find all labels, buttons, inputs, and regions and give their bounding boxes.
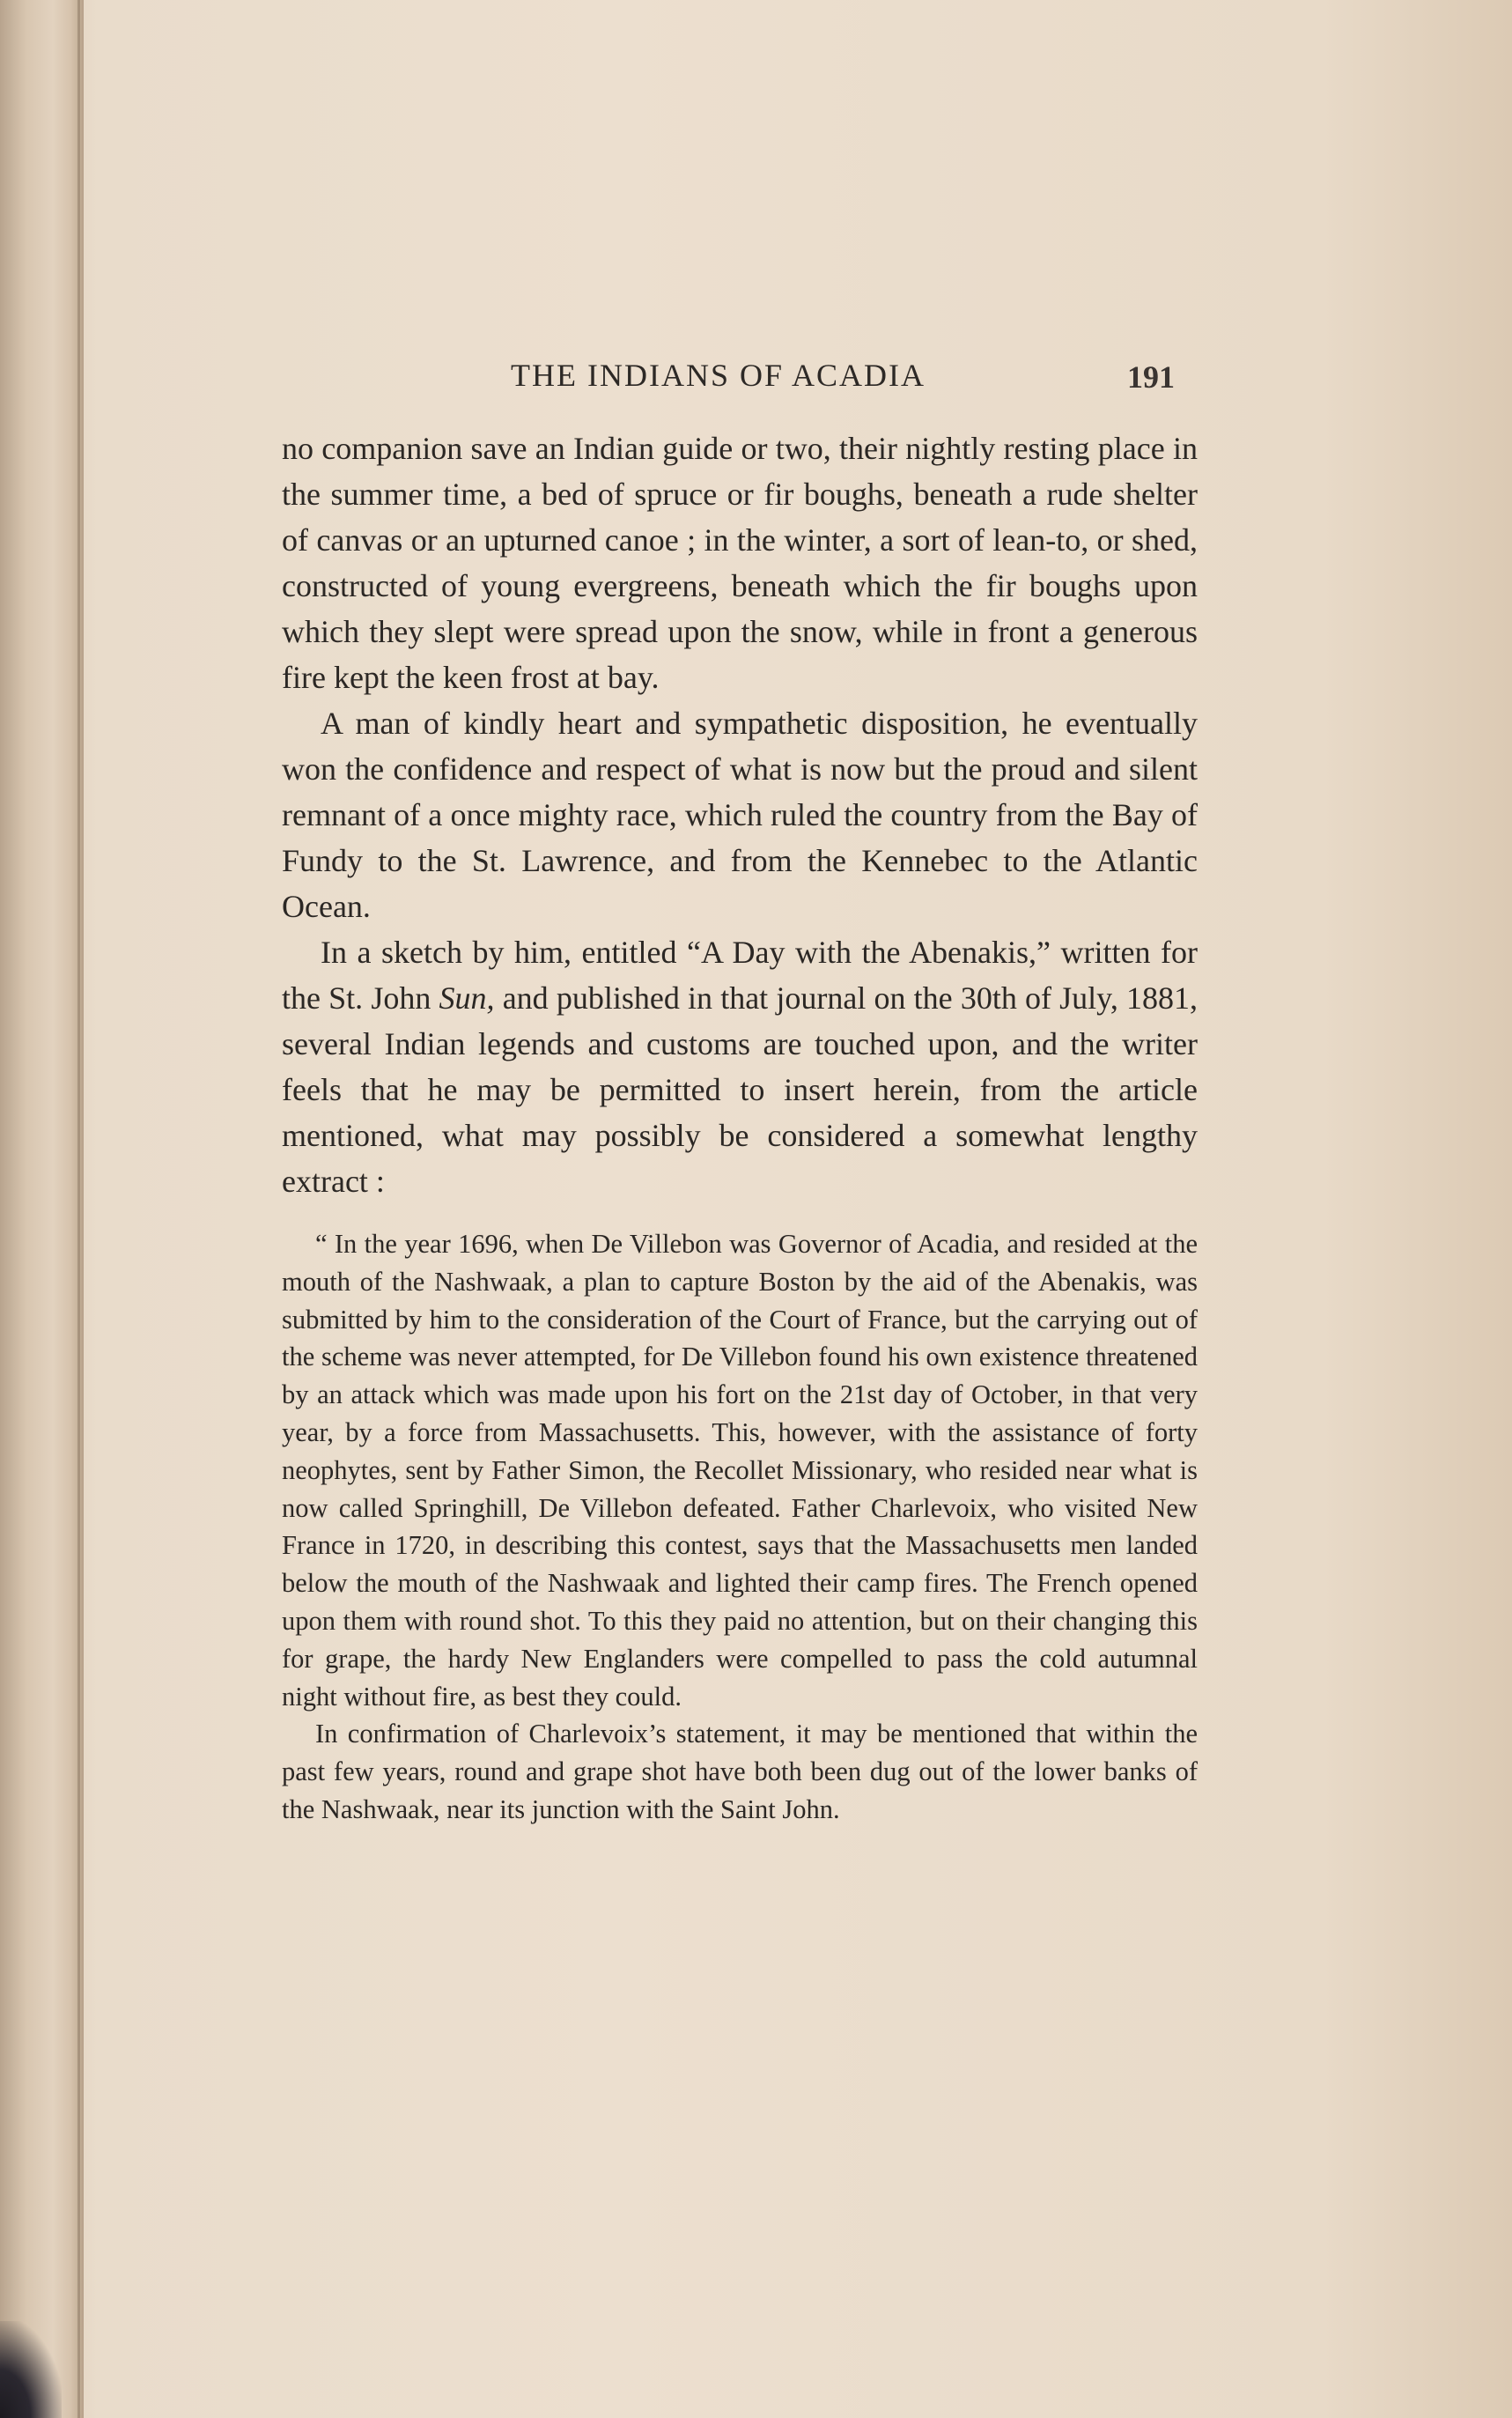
- book-page: [282, 348, 1198, 1829]
- running-title: THE INDIANS OF ACADIA: [511, 358, 926, 393]
- paragraph-text: In a sketch by him, entitled “A Day with the Abenakis,” written for the St. John: [282, 935, 1198, 1016]
- book-gutter: [0, 0, 84, 2418]
- paragraph-text: and published in that journal on the 30th of July, 1881, several Indian legends and customs are touched upon, and the writer feels that he may be permitted to insert herein, from the article mentioned, what may possibly be considered a somewhat lengthy extract :: [282, 980, 1198, 1199]
- page-number: 191: [1127, 359, 1175, 395]
- paragraph-continued: no companion save an Indian guide or two, their nightly resting place in the summer time, a bed of spruce or fir boughs, beneath a rude shelter of canvas or an upturned canoe ; in the winter, a sort of lean-to, or shed, constructed of young evergreens, beneath which the fir boughs upon which they slept were spread upon the snow, while in front a generous fire kept the keen frost at bay.: [282, 431, 1198, 695]
- running-head: [282, 348, 1198, 410]
- quote-paragraph: “ In the year 1696, when De Villebon was Governor of Acadia, and resided at the mouth of the Nashwaak, a plan to capture Boston by the aid of the Abenakis, was submitted by him to the consideration of the Court of France, but the carrying out of the scheme was never attempted, for De Villebon found his own existence threatened by an attack which was made upon his fort on the 21st day of October, in that very year, by a force from Massachusetts. This, however, with the assistance of forty neophytes, sent by Father Simon, the Recollet Missionary, who resided near what is now called Springhill, De Villebon defeated. Father Charlevoix, who visited New France in 1720, in describing this contest, says that the Massachusetts men landed below the mouth of the Nashwaak and lighted their camp fires. The French opened upon them with round shot. To this they paid no attention, but on their changing this for grape, the hardy New Englanders were compelled to pass the cold autumnal night without fire, as best they could.: [282, 1229, 1198, 1712]
- block-quote: [282, 1225, 1198, 1829]
- corner-shadow: [0, 2321, 62, 2418]
- paragraph: A man of kindly heart and sympathetic disposition, he eventually won the confidence and respect of what is now but the proud and silent remnant of a once mighty race, which ruled the country from the Bay of Fundy to the St. Lawrence, and from the Kennebec to the Atlantic Ocean.: [282, 706, 1198, 924]
- binding-edge: [77, 0, 80, 2418]
- quote-paragraph: In confirmation of Charlevoix’s statement, it may be mentioned that within the past few years, round and grape shot have both been dug out of the lower banks of the Nashwaak, near its junction with the Saint John.: [282, 1719, 1198, 1824]
- body-text: [282, 425, 1198, 1204]
- newspaper-title: Sun,: [439, 980, 495, 1016]
- paragraph: [282, 929, 1198, 1204]
